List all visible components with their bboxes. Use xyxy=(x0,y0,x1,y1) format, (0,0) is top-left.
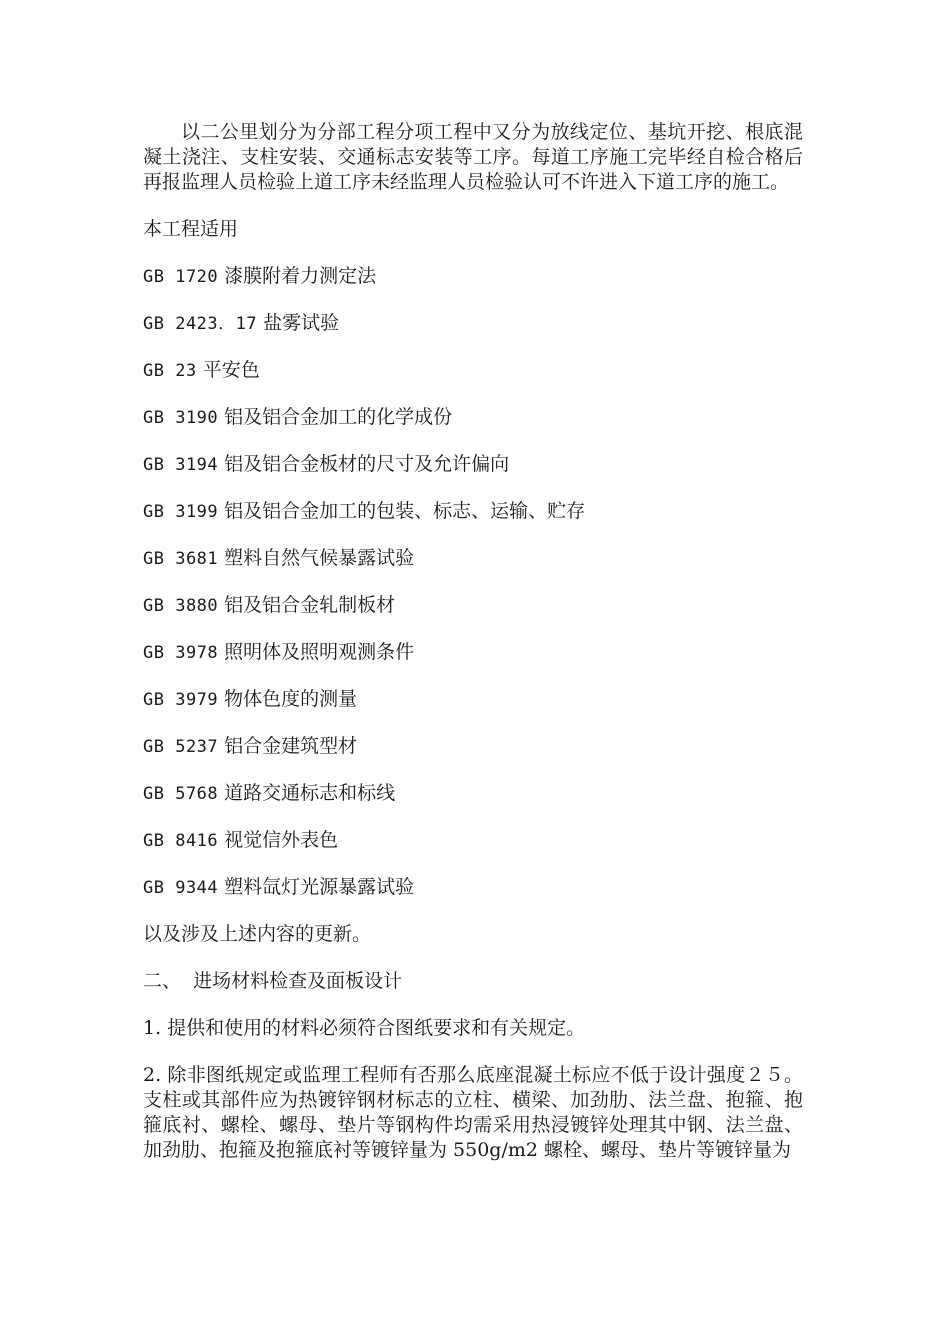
standard-item xyxy=(143,875,803,900)
numbered-item: 2. 除非图纸规定或监理工程师有否那么底座混凝土标应不低于设计强度２５。支柱或其部件应为热镀锌钢材标志的立柱、横梁、加劲肋、法兰盘、抱箍、抱箍底衬、螺栓、螺母、垫片等钢构件均需采用热浸镀锌处理其中钢、法兰盘、加劲肋、抱箍及抱箍底衬等镀锌量为 550g/m2 螺栓、螺母、垫片等镀锌量为 xyxy=(143,1064,803,1161)
standard-code: GB 3681 xyxy=(143,549,219,569)
document-page xyxy=(143,120,803,1163)
standard-name: 铝及铝合金加工的包装、标志、运输、贮存 xyxy=(224,500,586,522)
standard-code: GB 1720 xyxy=(143,267,219,287)
standard-code: GB 2423．17 xyxy=(143,314,258,334)
updates-note: 以及涉及上述内容的更新。 xyxy=(143,923,372,945)
standard-code: GB 3194 xyxy=(143,455,219,475)
standard-name: 物体色度的测量 xyxy=(224,688,358,710)
standard-item xyxy=(143,264,803,289)
standard-code: GB 23 xyxy=(143,361,197,381)
standard-item xyxy=(143,781,803,806)
standard-name: 漆膜附着力测定法 xyxy=(224,265,377,287)
standard-name: 铝及铝合金板材的尺寸及允许偏向 xyxy=(224,453,510,475)
standard-item xyxy=(143,687,803,712)
standard-code: GB 5768 xyxy=(143,784,219,804)
standard-name: 塑料自然气候暴露试验 xyxy=(224,547,415,569)
standard-code: GB 3979 xyxy=(143,690,219,710)
intro-paragraph: 以二公里划分为分部工程分项工程中又分为放线定位、基坑开挖、根底混凝土浇注、支柱安装、交通标志安装等工序。每道工序施工完毕经自检合格后再报监理人员检验上道工序未经监理人员检验认可不许进入下道工序的施工。 xyxy=(143,121,803,193)
standard-item xyxy=(143,546,803,571)
standard-code: GB 3978 xyxy=(143,643,219,663)
numbered-item: 1. 提供和使用的材料必须符合图纸要求和有关规定。 xyxy=(143,1017,586,1039)
standard-item xyxy=(143,311,803,336)
standard-name: 道路交通标志和标线 xyxy=(224,782,396,804)
standard-name: 照明体及照明观测条件 xyxy=(224,641,415,663)
standard-code: GB 9344 xyxy=(143,878,219,898)
standard-name: 铝合金建筑型材 xyxy=(224,735,358,757)
standard-name: 盐雾试验 xyxy=(263,312,340,334)
section-heading: 二、 进场材料检查及面板设计 xyxy=(143,970,403,992)
standard-code: GB 3190 xyxy=(143,408,219,428)
standard-name: 铝及铝合金加工的化学成份 xyxy=(224,406,453,428)
standards-list xyxy=(143,264,803,900)
standard-item xyxy=(143,358,803,383)
standard-code: GB 3199 xyxy=(143,502,219,522)
standard-name: 铝及铝合金轧制板材 xyxy=(224,594,396,616)
standard-item xyxy=(143,734,803,759)
standard-name: 平安色 xyxy=(202,359,260,381)
standard-code: GB 5237 xyxy=(143,737,219,757)
applies-heading: 本工程适用 xyxy=(143,218,239,240)
standard-item xyxy=(143,593,803,618)
standard-item xyxy=(143,499,803,524)
standard-code: GB 8416 xyxy=(143,831,219,851)
standard-name: 塑料氙灯光源暴露试验 xyxy=(224,876,415,898)
standard-name: 视觉信外表色 xyxy=(224,829,339,851)
standard-item xyxy=(143,405,803,430)
standard-item xyxy=(143,452,803,477)
standard-item xyxy=(143,640,803,665)
standard-code: GB 3880 xyxy=(143,596,219,616)
standard-item xyxy=(143,828,803,853)
